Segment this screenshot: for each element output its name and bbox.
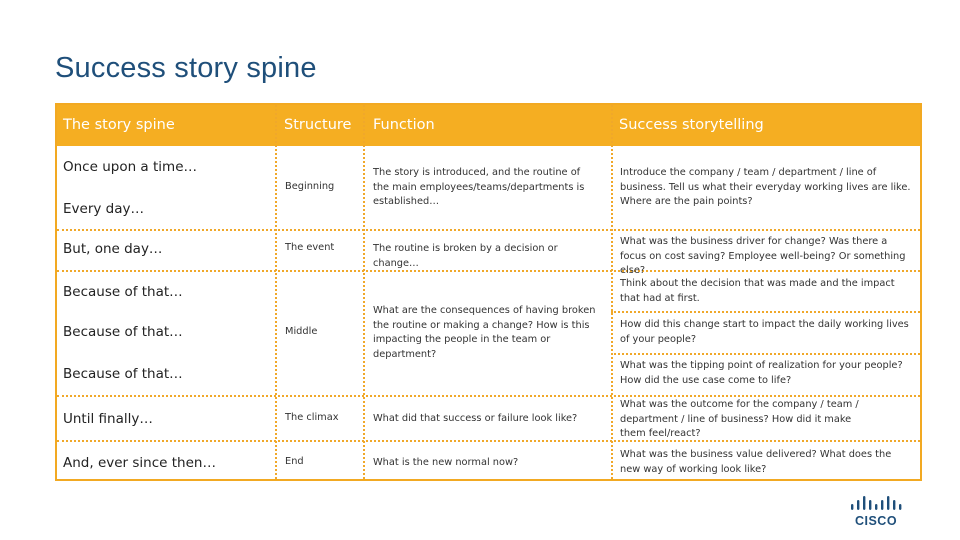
spine-because-of-that-1: Because of that… <box>63 284 183 300</box>
spine-ever-since-then: And, ever since then… <box>63 455 216 471</box>
function-introduction: The story is introduced, and the routine of the main employees/teams/departments is established… <box>373 167 585 207</box>
column-divider <box>363 105 365 479</box>
column-divider <box>611 105 613 479</box>
storytelling-driver: What was the business driver for change? Was there a focus on cost saving? Employee well-being? Or something else? <box>620 236 906 276</box>
cisco-logo-text: CISCO <box>854 514 898 528</box>
storytelling-decision: Think about the decision that was made and the impact that had at first. <box>620 278 895 304</box>
structure-middle: Middle <box>285 326 318 337</box>
spine-because-of-that-2: Because of that… <box>63 324 183 340</box>
function-consequences: What are the consequences of having broken the routine or making a change? How is this impacting the people in the team or department? <box>373 305 596 360</box>
row-divider <box>57 229 920 231</box>
header-function: Function <box>373 117 435 133</box>
function-success-failure: What did that success or failure look like? <box>373 413 578 424</box>
table-header <box>57 105 920 146</box>
header-success-storytelling: Success storytelling <box>619 117 764 133</box>
row-divider <box>57 395 920 397</box>
spine-because-of-that-3: Because of that… <box>63 366 183 382</box>
storytelling-business-value: What was the business value delivered? What does the new way of working look like? <box>620 449 892 475</box>
cisco-logo <box>849 494 905 528</box>
structure-end: End <box>285 456 304 467</box>
function-new-normal: What is the new normal now? <box>373 457 519 468</box>
spine-until-finally: Until finally… <box>63 411 153 427</box>
spine-every-day: Every day… <box>63 201 144 217</box>
storytelling-introduce: Introduce the company / team / department / line of business. Tell us what their everyday working lives are like. Where are the pain points? <box>620 167 911 207</box>
storytelling-impact: How did this change start to impact the daily working lives of your people? <box>620 319 909 345</box>
spine-but-one-day: But, one day… <box>63 241 163 257</box>
structure-event: The event <box>285 242 335 253</box>
row-divider <box>611 353 920 355</box>
structure-climax: The climax <box>285 412 339 423</box>
structure-beginning: Beginning <box>285 181 335 192</box>
storytelling-outcome: What was the outcome for the company / team / department / line of business? How did it make them feel/react? <box>620 399 859 439</box>
page-title: Success story spine <box>55 52 317 84</box>
spine-once-upon-a-time: Once upon a time… <box>63 159 197 175</box>
column-divider <box>275 105 277 479</box>
storytelling-tipping-point: What was the tipping point of realization for your people? How did the use case come to life? <box>620 360 903 386</box>
function-routine-broken: The routine is broken by a decision or change… <box>373 243 558 269</box>
header-story-spine: The story spine <box>63 117 175 133</box>
header-structure: Structure <box>284 117 352 133</box>
row-divider <box>611 311 920 313</box>
